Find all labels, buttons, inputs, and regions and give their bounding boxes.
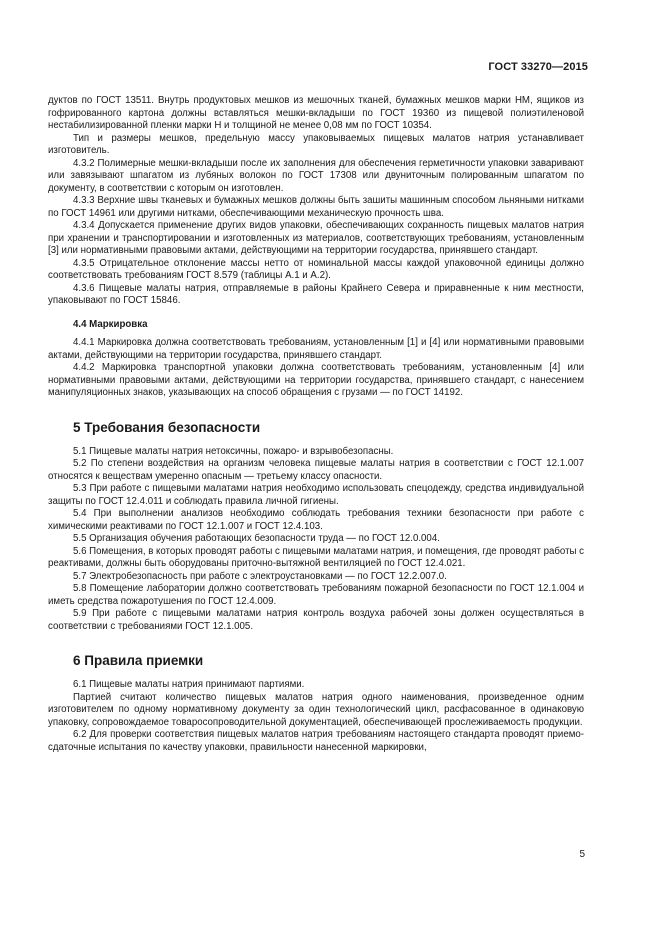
paragraph: 5.2 По степени воздействия на организм человека пищевые малаты натрия в соответствии с ГОСТ 12.1.007 относятся к веществам умеренно опасным — третьему классу опасности.: [48, 458, 584, 482]
section-heading: 5 Требования безопасности: [73, 419, 261, 435]
section-heading: 6 Правила приемки: [73, 653, 204, 668]
paragraph: 6.1 Пищевые малаты натрия принимают партиями.: [73, 679, 305, 690]
document-body: [48, 95, 584, 754]
paragraph: 4.4.2 Маркировка транспортной упаковки должна соответствовать требованиям, установленным [4] или нормативными правовыми актами, действующими на территории государства, принявшего стандарт, с нанесением манипуляционных знаков, указывающих на способ обращения с грузами — по ГОСТ 14192.: [48, 362, 584, 398]
paragraph: 4.3.4 Допускается применение других видов упаковки, обеспечивающих сохранность пищевых малатов натрия при хранении и транспортировании и изготовленных из материалов, соответствующих требованиям, установленным [3] или нормативными правовыми актами, действующими на территории государства, принявшего стандарт.: [48, 220, 584, 256]
paragraph: 5.1 Пищевые малаты натрия нетоксичны, пожаро- и взрывобезопасны.: [73, 445, 394, 457]
paragraph: Партией считают количество пищевых малатов натрия одного наименования, произведенное одним изготовителем по одному нормативному документу за один технологический цикл, расфасованное в одинаковую упаковку, сопровождаемое товаросопроводительной документацией, обеспечивающей прослеживаемость продукции.: [48, 691, 584, 728]
page-number: 5: [579, 849, 585, 860]
page-header-standard-code: ГОСТ 33270—2015: [488, 61, 588, 73]
paragraph: 5.7 Электробезопасность при работе с электроустановками — по ГОСТ 12.2.007.0.: [73, 570, 447, 582]
paragraph: 5.8 Помещение лаборатории должно соответствовать требованиям пожарной безопасности по ГОСТ 12.1.004 и иметь средства пожаротушения по ГОСТ 12.4.009.: [48, 583, 584, 607]
paragraph: 5.9 При работе с пищевыми малатами натрия контроль воздуха рабочей зоны должен осуществляться в соответствии с требованиями ГОСТ 12.1.005.: [48, 608, 584, 632]
paragraph: 5.4 При выполнении анализов необходимо соблюдать требования техники безопасности при работе с химическими реактивами по ГОСТ 12.1.007 и ГОСТ 12.4.103.: [48, 508, 584, 532]
paragraph: дуктов по ГОСТ 13511. Внутрь продуктовых мешков из мешочных тканей, бумажных мешков марки НМ, ящиков из гофрированного картона должны вставляться мешки-вкладыши по ГОСТ 19360 из пищевой полиэтиленовой нестабилизированной пленки марки Н и толщиной не менее 0,08 мм по ГОСТ 10354.: [48, 95, 584, 131]
paragraph: 5.5 Организация обучения работающих безопасности труда — по ГОСТ 12.0.004.: [73, 533, 440, 544]
paragraph: 4.3.5 Отрицательное отклонение массы нетто от номинальной массы каждой упаковочной единицы должно соответствовать требованиям ГОСТ 8.579 (таблицы А.1 и А.2).: [48, 257, 584, 281]
subsection-heading: 4.4 Маркировка: [73, 318, 148, 330]
paragraph: 4.3.3 Верхние швы тканевых и бумажных мешков должны быть зашиты машинным способом льняными нитками по ГОСТ 14961 или другими нитками, обеспечивающими механическую прочность шва.: [48, 195, 584, 219]
paragraph: 5.3 При работе с пищевыми малатами натрия необходимо использовать спецодежду, средства индивидуальной защиты по ГОСТ 12.4.011 и соблюдать правила личной гигиены.: [48, 483, 584, 507]
paragraph: 4.3.2 Полимерные мешки-вкладыши после их заполнения для обеспечения герметичности упаковки заваривают или завязывают шпагатом из лубяных волокон по ГОСТ 17308 или двуниточным полированным шпагатом по документу, в соответствии с которым он изготовлен.: [48, 157, 584, 194]
paragraph: 6.2 Для проверки соответствия пищевых малатов натрия требованиям настоящего стандарта проводят приемо-сдаточные испытания по качеству упаковки, правильности нанесенной маркировки,: [48, 729, 584, 753]
paragraph: 4.3.6 Пищевые малаты натрия, отправляемые в районы Крайнего Севера и приравненные к ним местности, упаковывают по ГОСТ 15846.: [48, 282, 584, 306]
paragraph: 4.4.1 Маркировка должна соответствовать требованиям, установленным [1] и [4] или нормативными правовыми актами, действующими на территории государства, принявшего стандарт.: [48, 337, 584, 361]
paragraph: Тип и размеры мешков, предельную массу упаковываемых пищевых малатов натрия устанавливает изготовитель.: [48, 132, 584, 156]
paragraph: 5.6 Помещения, в которых проводят работы с пищевыми малатами натрия, и помещения, где проводят работы с реактивами, должны быть оборудованы приточно-вытяжной вентиляцией по ГОСТ 12.4.021.: [48, 545, 585, 569]
